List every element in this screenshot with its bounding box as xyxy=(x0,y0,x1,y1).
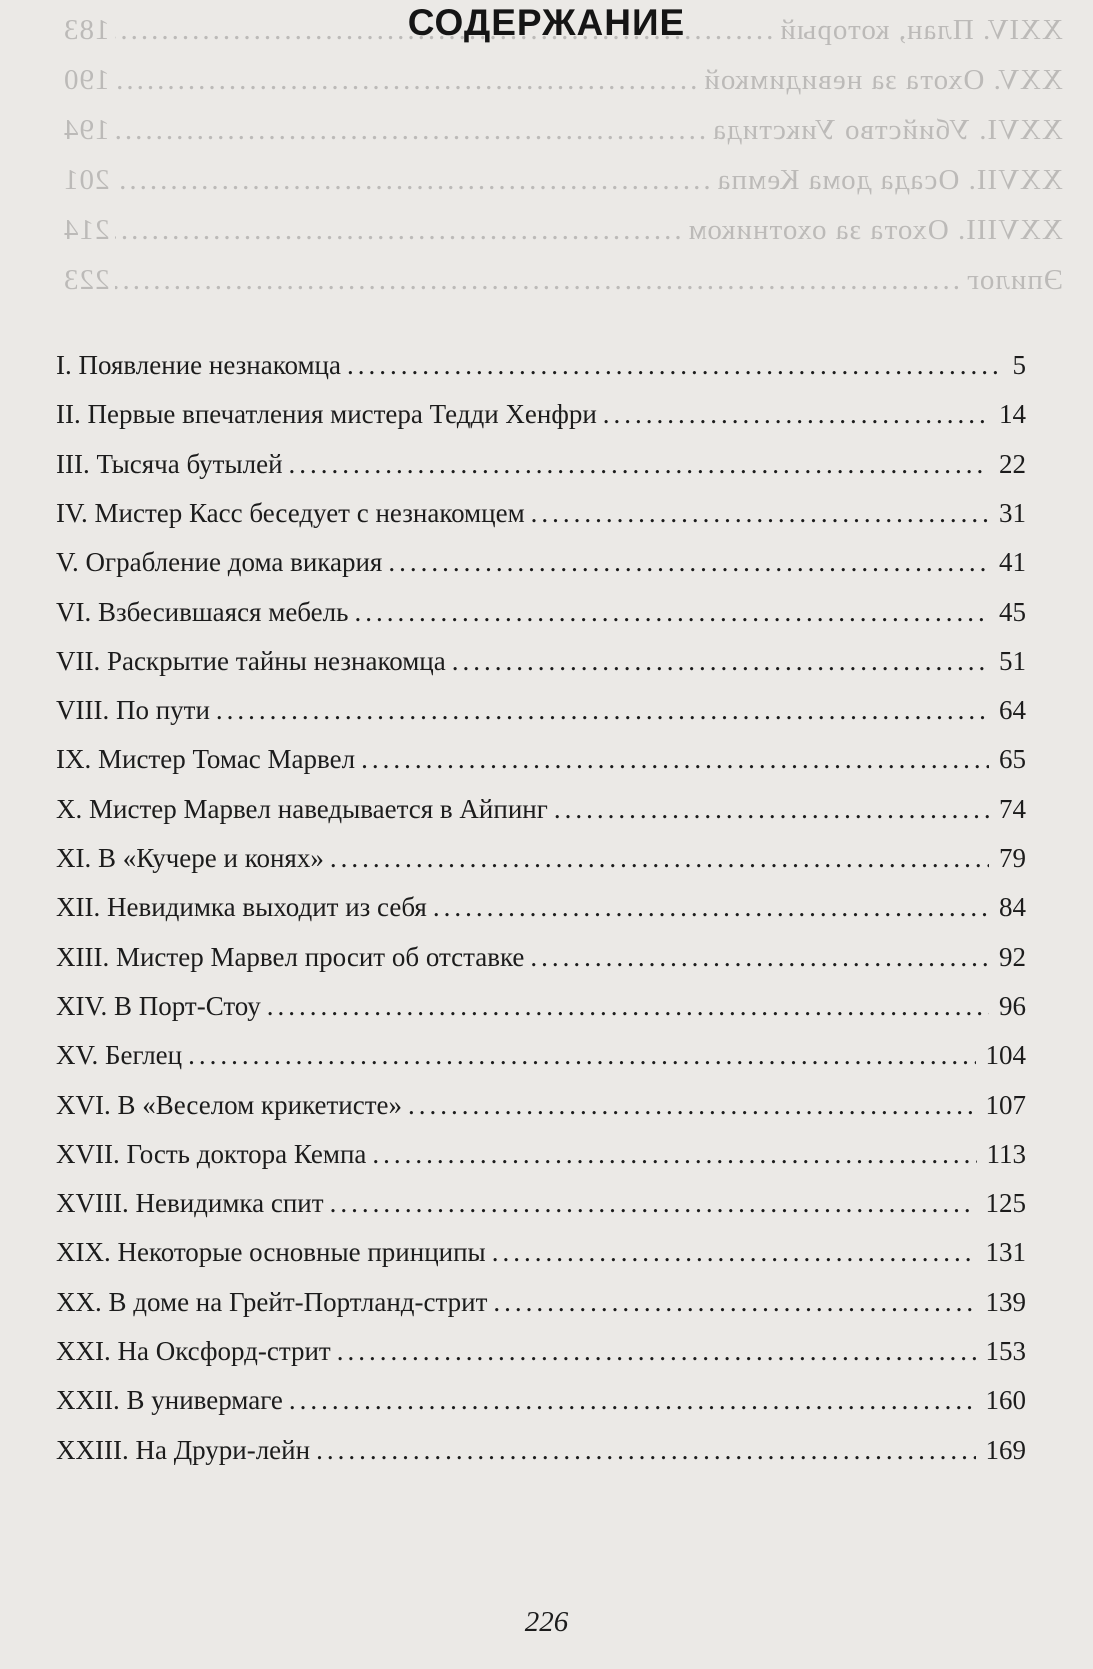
toc-leader-dots xyxy=(361,744,989,775)
toc-entry xyxy=(56,1336,1026,1376)
toc-entry-title: XIV. В Порт-Стоу xyxy=(56,990,261,1021)
toc-leader-dots xyxy=(354,597,989,628)
toc-entry xyxy=(56,991,1026,1031)
toc-entry xyxy=(56,597,1026,637)
toc-entry-page: 5 xyxy=(1012,350,1026,380)
toc-entry-title: V. Ограбление дома викария xyxy=(56,547,383,578)
toc-entry-title: XV. Беглец xyxy=(56,1040,183,1071)
toc-entry-title: I. Появление незнакомца xyxy=(56,350,341,380)
toc-leader-dots xyxy=(554,794,989,825)
toc-entry-page: 96 xyxy=(999,990,1026,1021)
toc-entry-page: 31 xyxy=(999,497,1026,528)
toc-entry-page: 104 xyxy=(985,1040,1026,1071)
toc-entry-title: VII. Раскрытие тайны незнакомца xyxy=(56,645,446,676)
ghost-row: XXV. Охота за невидимкой ..... 190 xyxy=(63,64,1063,98)
toc-entry-title: VIII. По пути xyxy=(56,695,210,726)
toc-entry-page: 79 xyxy=(999,843,1026,873)
toc-entry-page: 45 xyxy=(999,596,1026,627)
toc-leader-dots xyxy=(603,399,989,430)
toc-entry-page: 113 xyxy=(986,1138,1026,1169)
toc-heading: СОДЕРЖАНИЕ xyxy=(407,2,686,43)
toc-entry-page: 160 xyxy=(985,1385,1026,1416)
toc-entry xyxy=(56,449,1026,489)
toc-entry-page: 22 xyxy=(999,448,1026,479)
toc-entry-page: 74 xyxy=(999,793,1026,824)
toc-entry-title: XVII. Гость доктора Кемпа xyxy=(56,1138,367,1169)
toc-entry-page: 92 xyxy=(999,941,1026,972)
toc-entry xyxy=(56,695,1026,735)
toc-leader-dots xyxy=(492,1237,976,1268)
toc-entry-title: XX. В доме на Грейт-Портланд-стрит xyxy=(56,1286,488,1317)
toc-leader-dots xyxy=(330,843,989,874)
ghost-row: XXIV. План, который ..... 183 xyxy=(63,14,1063,48)
toc-entry-title: XVIII. Невидимка спит xyxy=(56,1188,324,1219)
toc-entry-page: 51 xyxy=(999,645,1026,676)
toc-entry xyxy=(56,794,1026,834)
toc-leader-dots xyxy=(531,498,989,529)
toc-entry-page: 14 xyxy=(999,399,1026,430)
toc-entry xyxy=(56,498,1026,538)
show-through-toc xyxy=(0,0,1093,330)
toc-entry-title: X. Мистер Марвел наведывается в Айпинг xyxy=(56,793,548,824)
toc-entry-title: XVI. В «Веселом крикетисте» xyxy=(56,1089,403,1120)
toc-entry xyxy=(56,843,1026,883)
toc-leader-dots xyxy=(493,1287,975,1318)
toc-entry-page: 139 xyxy=(985,1286,1026,1317)
toc-entry-title: III. Тысяча бутылей xyxy=(56,448,283,479)
toc-entry xyxy=(56,1188,1026,1228)
toc-entry-title: XXII. В универмаге xyxy=(56,1385,283,1416)
ghost-row: Эпилог ..... 223 xyxy=(63,264,1063,298)
toc-leader-dots xyxy=(289,1385,976,1416)
toc-entry-title: XIX. Некоторые основные принципы xyxy=(56,1237,486,1268)
toc-entry xyxy=(56,646,1026,686)
toc-leader-dots xyxy=(372,1139,976,1170)
toc-entry-page: 65 xyxy=(999,744,1026,775)
toc-entry-title: IX. Мистер Томас Марвел xyxy=(56,744,356,775)
toc-leader-dots xyxy=(267,991,989,1022)
toc-entry-page: 64 xyxy=(999,695,1026,726)
toc-leader-dots xyxy=(530,942,989,973)
toc-entry xyxy=(56,892,1026,932)
toc-leader-dots xyxy=(188,1040,975,1071)
toc-entry xyxy=(56,744,1026,784)
ghost-row: XXVI. Убийство Уикстида ..... 194 xyxy=(63,114,1063,148)
toc-entry xyxy=(56,1040,1026,1080)
toc-leader-dots xyxy=(388,547,989,578)
toc-leader-dots xyxy=(433,892,989,923)
toc-entry-page: 169 xyxy=(985,1434,1026,1465)
toc-entry-title: XXI. На Оксфорд-стрит xyxy=(56,1336,331,1366)
toc-entry-page: 41 xyxy=(999,547,1026,578)
ghost-row: XXVIII. Охота за охотником ..... 214 xyxy=(63,214,1063,248)
toc-entry-page: 153 xyxy=(985,1336,1026,1366)
toc-entry-title: VI. Взбесившаяся мебель xyxy=(56,596,349,627)
toc-leader-dots xyxy=(289,449,989,480)
toc-leader-dots xyxy=(452,646,989,677)
toc-entry-page: 125 xyxy=(985,1188,1026,1219)
toc-leader-dots xyxy=(330,1188,976,1219)
toc-entry-page: 84 xyxy=(999,892,1026,923)
toc-entry xyxy=(56,1139,1026,1179)
toc-entry xyxy=(56,1237,1026,1277)
toc-leader-dots xyxy=(216,695,989,726)
toc-entry xyxy=(56,1090,1026,1130)
page-number: 226 xyxy=(524,1606,569,1638)
toc-entry-title: IV. Мистер Касс беседует с незнакомцем xyxy=(56,497,525,528)
toc-leader-dots xyxy=(337,1336,976,1367)
toc-entry xyxy=(56,350,1026,390)
toc-entry-title: XII. Невидимка выходит из себя xyxy=(56,892,427,923)
toc-entry xyxy=(56,1287,1026,1327)
toc-entry xyxy=(56,1385,1026,1425)
toc-entry xyxy=(56,942,1026,982)
ghost-row: XXVII. Осада дома Кемпа ..... 201 xyxy=(63,164,1063,198)
toc-entry-title: XXIII. На Друри-лейн xyxy=(56,1434,311,1465)
toc-entry-title: XI. В «Кучере и конях» xyxy=(56,843,324,873)
toc-entry-title: XIII. Мистер Марвел просит об отставке xyxy=(56,941,525,972)
toc-entry-title: II. Первые впечатления мистера Тедди Хенфри xyxy=(56,399,597,430)
toc-entry xyxy=(56,547,1026,587)
toc-leader-dots xyxy=(408,1090,975,1121)
toc-entry-page: 107 xyxy=(985,1089,1026,1120)
toc-leader-dots xyxy=(316,1435,975,1466)
toc-entry-page: 131 xyxy=(985,1237,1026,1268)
toc-entry xyxy=(56,399,1026,439)
toc-leader-dots xyxy=(347,350,1000,381)
toc-entry xyxy=(56,1435,1026,1475)
